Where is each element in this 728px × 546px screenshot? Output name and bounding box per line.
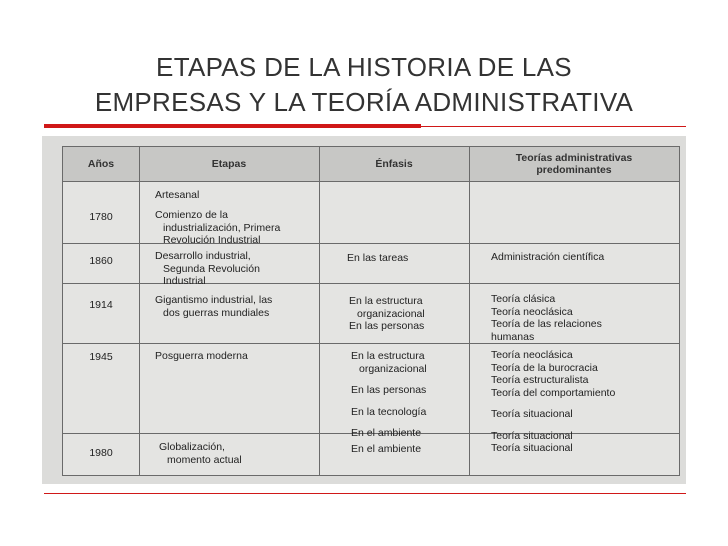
column-divider xyxy=(139,147,140,475)
footer-rule xyxy=(44,493,686,494)
title-underline-thick xyxy=(44,124,421,128)
stage-cell: Comienzo de la industrialización, Primera Revolución Industrial xyxy=(155,209,281,246)
emphasis-cell: En las tareas xyxy=(347,252,409,264)
stage-cell: Desarrollo industrial, Segunda Revolución Industrial xyxy=(155,250,260,287)
theories-cell: Teoría clásica Teoría neoclásica Teoría de las relaciones humanas xyxy=(491,293,602,343)
theories-cell: Teoría neoclásica Teoría de la burocracia Teoría estructuralista Teoría del comportamiento Teoría situacional Teoría situacional xyxy=(491,349,616,442)
header-theories-line-2: predominantes xyxy=(536,164,612,176)
header-theories-line-1: Teorías administrativas xyxy=(515,152,633,164)
year-cell: 1914 xyxy=(89,299,113,311)
title-line-2: EMPRESAS Y LA TEORÍA ADMINISTRATIVA xyxy=(94,87,634,117)
stage-cell: Posguerra moderna xyxy=(155,350,248,362)
history-table xyxy=(62,146,680,476)
row-divider xyxy=(63,343,679,344)
stage-cell: Gigantismo industrial, las dos guerras mundiales xyxy=(155,294,273,319)
header-emphasis: Énfasis xyxy=(375,158,413,170)
stage-cell: Artesanal xyxy=(155,189,200,201)
year-cell: 1780 xyxy=(89,211,113,223)
emphasis-cell: En el ambiente xyxy=(351,443,422,455)
title-underline-thin xyxy=(421,126,686,127)
theories-cell: Teoría situacional xyxy=(491,442,573,454)
column-divider xyxy=(319,147,320,475)
header-stages: Etapas xyxy=(211,158,247,170)
header-theories xyxy=(469,152,679,176)
header-years: Años xyxy=(87,158,115,170)
year-cell: 1980 xyxy=(89,447,113,459)
theories-cell: Administración científica xyxy=(491,251,605,263)
scanned-table-image xyxy=(42,136,686,484)
table-header xyxy=(63,147,679,182)
slide-title xyxy=(0,50,728,120)
year-cell: 1945 xyxy=(89,351,113,363)
emphasis-cell: En la estructura organizacional En las personas xyxy=(349,295,425,332)
column-divider xyxy=(469,147,470,475)
title-line-1: ETAPAS DE LA HISTORIA DE LAS xyxy=(156,52,572,82)
year-cell: 1860 xyxy=(89,255,113,267)
emphasis-cell: En la estructura organizacional En las personas En la tecnología En el ambiente xyxy=(351,350,427,439)
stage-cell: Globalización, momento actual xyxy=(159,441,242,466)
